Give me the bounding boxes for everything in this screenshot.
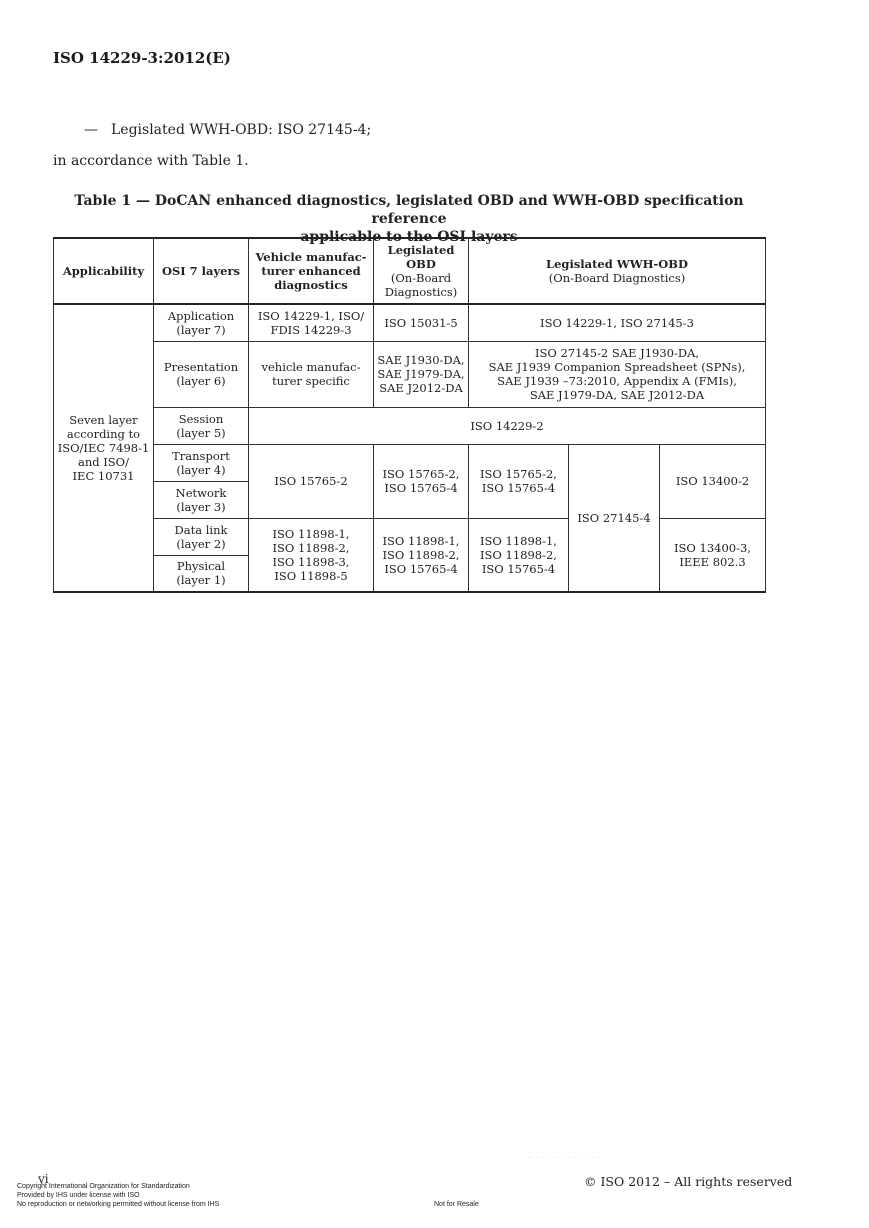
cell-line: Seven layer xyxy=(69,413,138,427)
license-notice xyxy=(17,1182,219,1209)
cell-tn-wwh-can xyxy=(469,444,569,518)
applicability-cell xyxy=(54,304,154,592)
cell-dp-obd xyxy=(374,518,469,592)
cell-line: Session xyxy=(178,411,224,426)
license-line: Provided by IHS under license with ISO xyxy=(17,1192,140,1199)
bullet-text: Legislated WWH-OBD: ISO 27145-4; xyxy=(111,122,372,138)
document-id-header: ISO 14229-3:2012(E) xyxy=(53,49,231,67)
header-subline: Diagnostics) xyxy=(384,285,458,299)
cell-wwh-iso27145-4: ISO 27145-4 xyxy=(569,444,660,592)
layer-application xyxy=(154,304,249,341)
cell-line: Physical xyxy=(176,559,226,574)
page-number: vi xyxy=(38,1172,49,1186)
cell-line: ISO 13400-3, xyxy=(674,540,751,555)
cell-tn-wwh-doip: ISO 13400-2 xyxy=(660,444,766,518)
cell-line: ISO 11898-1, xyxy=(382,533,460,548)
cell-line: (layer 4) xyxy=(176,462,226,477)
cell-dp-wwh-can xyxy=(469,518,569,592)
cell-line: ISO 11898-2, xyxy=(480,547,557,562)
cell-line: ISO 14229-1, ISO/ xyxy=(257,308,365,323)
header-line: OBD xyxy=(406,257,436,271)
cell-app-vehicle xyxy=(249,304,374,341)
header-applicability: Applicability xyxy=(54,238,154,304)
layer-session xyxy=(154,407,249,444)
cell-line: SAE J1930-DA, xyxy=(377,353,465,367)
cell-line: and ISO/ xyxy=(77,455,129,469)
cell-line: (layer 6) xyxy=(176,374,226,388)
layer-presentation xyxy=(154,341,249,407)
not-for-resale-notice: Not for Resale xyxy=(434,1201,479,1208)
cell-dp-vehicle xyxy=(249,518,374,592)
cell-line: Transport xyxy=(172,448,230,463)
cell-pres-vehicle xyxy=(249,341,374,407)
cell-line: Data link xyxy=(174,522,228,537)
cell-session-all: ISO 14229-2 xyxy=(249,407,766,444)
bullet-dash: — xyxy=(84,122,98,138)
cell-line: SAE J1979-DA, SAE J2012-DA xyxy=(529,388,705,402)
body-paragraph: in accordance with Table 1. xyxy=(53,153,249,169)
cell-line: ISO 15765-4 xyxy=(481,481,556,495)
header-line: Legislated xyxy=(387,243,455,257)
cell-line: ISO 11898-1, xyxy=(272,526,350,541)
cell-line: ISO 11898-1, xyxy=(480,533,557,548)
faint-mark: .. . . .. . . . . . . . . xyxy=(528,1153,601,1160)
cell-line: (layer 1) xyxy=(176,573,226,588)
header-line: Vehicle manufac- xyxy=(255,250,367,264)
cell-line: ISO 15765-4 xyxy=(481,561,556,576)
header-legislated-obd xyxy=(374,238,469,304)
header-line: diagnostics xyxy=(274,278,348,292)
cell-line: IEEE 802.3 xyxy=(679,554,746,569)
cell-line: SAE J1979-DA, xyxy=(377,367,465,381)
cell-line: ISO 11898-3, xyxy=(272,554,350,569)
table-caption-line: Table 1 — DoCAN enhanced diagnostics, legislated OBD and WWH-OBD specification reference xyxy=(74,193,744,227)
header-line: turer enhanced xyxy=(261,264,361,278)
layer-physical xyxy=(154,555,249,592)
cell-line: (layer 5) xyxy=(176,425,226,440)
header-subline: (On-Board xyxy=(390,271,452,285)
cell-line: ISO 11898-2, xyxy=(382,547,460,562)
header-vehicle-manufacturer xyxy=(249,238,374,304)
cell-app-obd: ISO 15031-5 xyxy=(374,304,469,341)
cell-line: Presentation xyxy=(163,360,239,374)
cell-line: vehicle manufac- xyxy=(261,360,361,374)
header-line: Legislated WWH-OBD xyxy=(546,257,688,271)
layer-datalink xyxy=(154,518,249,555)
copyright-notice: © ISO 2012 – All rights reserved xyxy=(584,1174,793,1189)
cell-line: (layer 3) xyxy=(176,499,226,514)
cell-tn-vehicle: ISO 15765-2 xyxy=(249,444,374,518)
cell-line: IEC 10731 xyxy=(72,469,135,483)
license-line: Copyright International Organization for Standardization xyxy=(17,1183,190,1190)
layer-transport xyxy=(154,444,249,481)
cell-line: FDIS 14229-3 xyxy=(270,322,352,337)
cell-line: according to xyxy=(66,427,141,441)
cell-line: ISO 15765-4 xyxy=(384,561,458,576)
cell-pres-obd xyxy=(374,341,469,407)
layer-network xyxy=(154,481,249,518)
cell-line: Network xyxy=(175,485,227,500)
license-line: No reproduction or networking permitted without license from IHS xyxy=(17,1201,220,1208)
cell-line: SAE J1939 Companion Spreadsheet (SPNs), xyxy=(488,360,746,374)
cell-line: ISO 11898-2, xyxy=(272,540,350,555)
cell-line: SAE J1939 –73:2010, Appendix A (FMIs), xyxy=(497,374,737,388)
cell-line: turer specific xyxy=(272,374,350,388)
cell-line: (layer 7) xyxy=(176,322,226,337)
cell-line: SAE J2012-DA xyxy=(379,381,463,395)
cell-line: ISO 15765-4 xyxy=(384,481,458,495)
cell-line: ISO 15765-2, xyxy=(480,467,557,481)
cell-dp-wwh-doip xyxy=(660,518,766,592)
osi-spec-table xyxy=(53,237,766,593)
cell-line: (layer 2) xyxy=(176,536,226,551)
cell-app-wwh: ISO 14229-1, ISO 27145-3 xyxy=(469,304,766,341)
header-osi-layers: OSI 7 layers xyxy=(154,238,249,304)
cell-line: ISO/IEC 7498-1 xyxy=(57,441,150,455)
cell-line: ISO 11898-5 xyxy=(274,568,348,583)
header-legislated-wwh-obd xyxy=(469,238,766,304)
cell-pres-wwh xyxy=(469,341,766,407)
cell-line: Application xyxy=(167,308,235,323)
table-caption-line: applicable to the OSI layers xyxy=(300,229,518,245)
bullet-item xyxy=(84,122,371,138)
cell-line: ISO 27145-2 SAE J1930-DA, xyxy=(534,346,700,360)
header-subline: (On-Board Diagnostics) xyxy=(548,271,686,285)
cell-tn-obd xyxy=(374,444,469,518)
cell-line: ISO 15765-2, xyxy=(382,467,460,481)
